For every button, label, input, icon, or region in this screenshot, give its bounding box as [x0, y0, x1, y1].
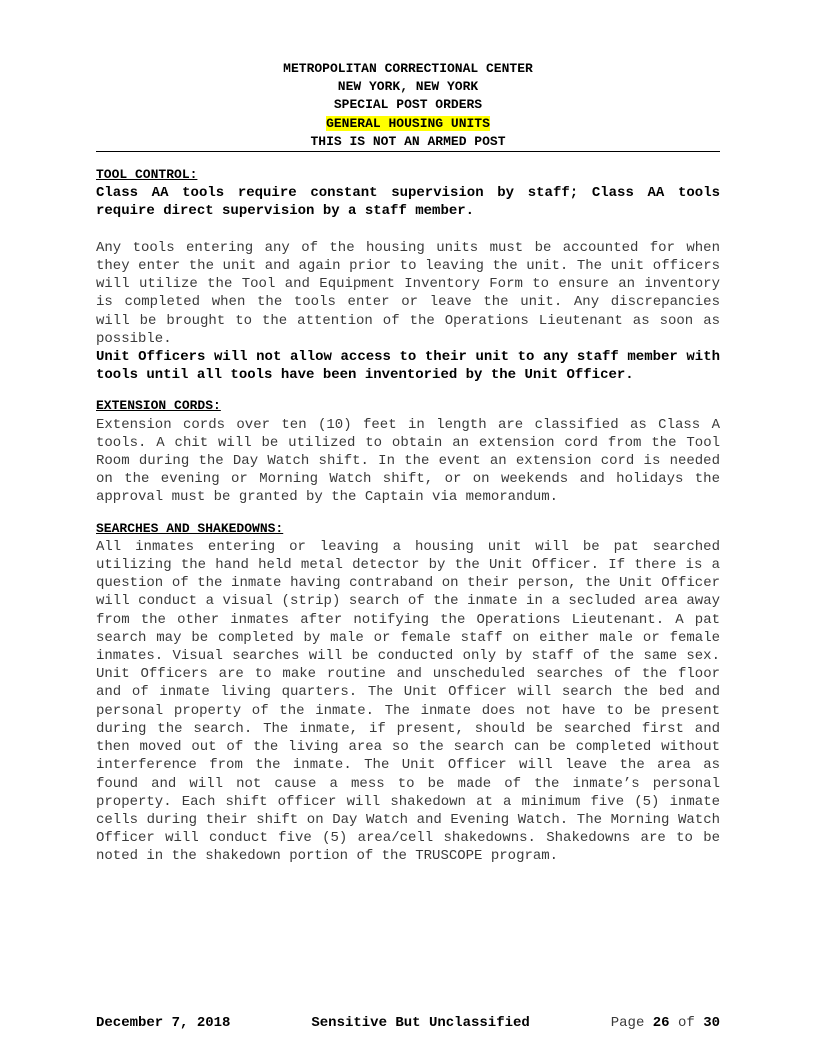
- section-bold-outro: Unit Officers will not allow access to their unit to any staff member with tools until all tools have been inventoried by the Unit Officer.: [96, 349, 720, 384]
- footer-page-current: 26: [652, 1015, 670, 1031]
- header-post-name: GENERAL HOUSING UNITS: [326, 115, 490, 131]
- footer-date: December 7, 2018: [96, 1015, 231, 1031]
- footer-page-number: [611, 1014, 720, 1032]
- section-body: Any tools entering any of the housing units must be accounted for when they enter the unit and again prior to leaving the unit. The unit officers will utilize the Tool and Equipment Inventory Form to ensure an inventory is completed when the tools enter or leave the unit. Any discrepancies will be brought to the attention of the Operations Lieutenant as soon as possible.: [96, 239, 720, 347]
- footer-of-word: of: [677, 1015, 695, 1031]
- header-facility: METROPOLITAN CORRECTIONAL CENTER: [283, 61, 533, 76]
- footer-classification: Sensitive But Unclassified: [311, 1015, 530, 1031]
- page-footer: [96, 1014, 720, 1032]
- section-body: Extension cords over ten (10) feet in length are classified as Class A tools. A chit will be utilized to obtain an extension cord from the Tool Room during the Day Watch shift. In the event an extension cord is needed on the evening or Morning Watch shift, or on weekends and holidays the approval must be granted by the Captain via memorandum.: [96, 416, 720, 506]
- footer-page-total: 30: [703, 1015, 720, 1031]
- section-bold-intro: Class AA tools require constant supervision by staff; Class AA tools require direct supervision by a staff member.: [96, 185, 720, 220]
- header-location: NEW YORK, NEW YORK: [337, 79, 479, 95]
- header-doc-type: SPECIAL POST ORDERS: [333, 97, 483, 113]
- document-page: [96, 60, 720, 866]
- section-searches: [96, 520, 720, 866]
- header-armed-status: THIS IS NOT AN ARMED POST: [310, 133, 506, 149]
- section-tool-control: [96, 166, 720, 384]
- header-post-wrap: [96, 115, 720, 133]
- section-heading: TOOL CONTROL:: [96, 167, 198, 183]
- section-body: All inmates entering or leaving a housing unit will be pat searched utilizing the hand held metal detector by the Unit Officer. If there is a question of the inmate having contraband on their person, the Unit Officer will conduct a visual (strip) search of the inmate in a secluded area away from the other inmates after notifying the Operations Lieutenant. A pat search may be completed by male or female staff on either male or female inmates. Visual searches will be conducted only by staff of the same sex. Unit Officers are to make routine and unscheduled searches of the floor and of inmate living quarters. The Unit Officer will search the bed and personal property of the inmate. The inmate does not have to be present during the search. The inmate, if present, should be searched first and then moved out of the living area so the search can be completed without interference from the inmate. The Unit Officer will leave the area as found and will not cause a mess to be made of the inmate’s personal property. Each shift officer will shakedown at a minimum five (5) inmate cells during their shift on Day Watch and Evening Watch. The Morning Watch Officer will conduct five (5) area/cell shakedowns. Shakedowns are to be noted in the shakedown portion of the TRUSCOPE program.: [96, 538, 720, 865]
- footer-page-word: Page: [610, 1015, 645, 1031]
- section-heading: EXTENSION CORDS:: [96, 398, 221, 414]
- section-extension-cords: [96, 397, 720, 506]
- section-heading: SEARCHES AND SHAKEDOWNS:: [96, 520, 284, 536]
- document-header: [96, 60, 720, 152]
